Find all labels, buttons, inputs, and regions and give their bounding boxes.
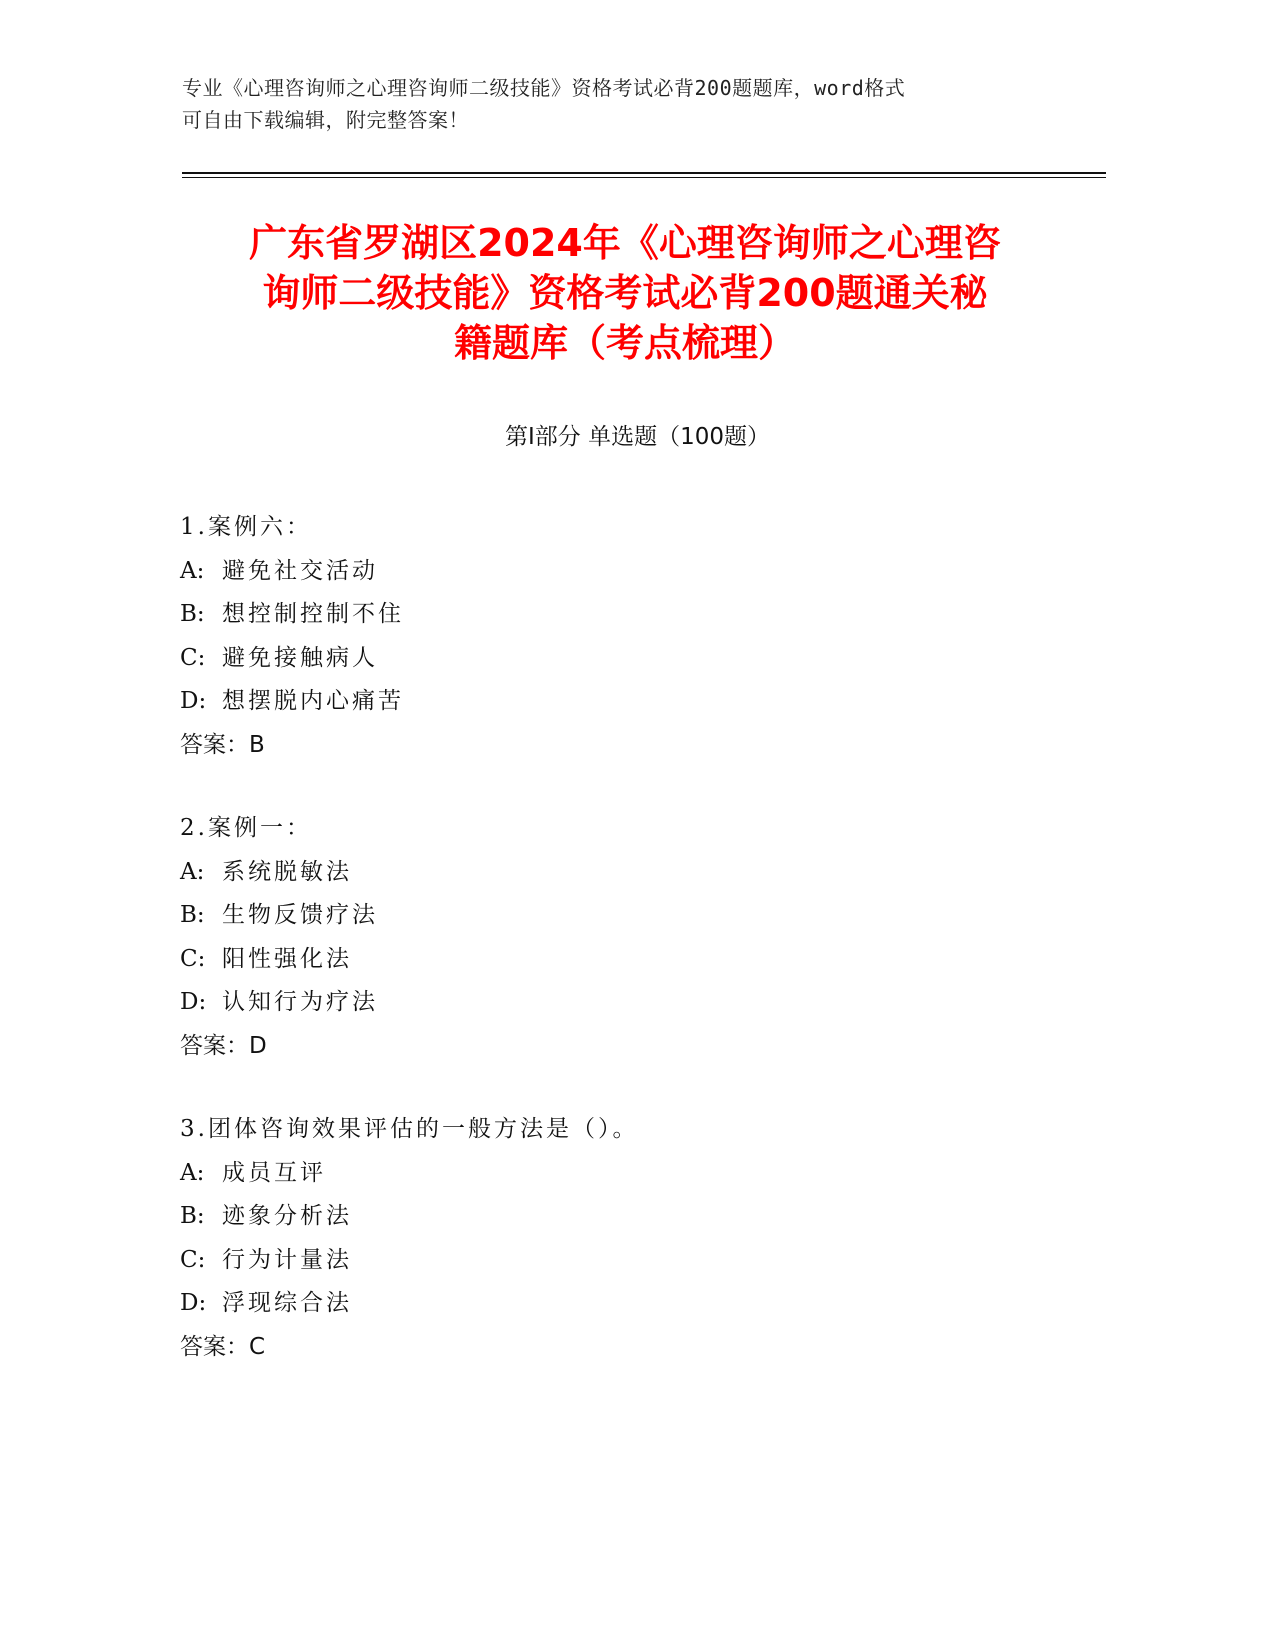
header-note xyxy=(182,72,1082,136)
title-line-3: 籍题库（考点梳理） xyxy=(453,321,796,365)
header-rule-thick xyxy=(182,172,1106,174)
option-b xyxy=(180,894,1080,938)
question-3 xyxy=(180,1108,1080,1369)
option-c xyxy=(180,1239,1080,1283)
option-d xyxy=(180,981,1080,1025)
option-key: D: xyxy=(180,688,207,714)
answer: 答案：C xyxy=(180,1333,266,1360)
answer: 答案：D xyxy=(180,1032,267,1059)
option-text: 想控制控制不住 xyxy=(222,601,404,627)
header-note-line-2: 可自由下载编辑，附完整答案！ xyxy=(182,108,469,132)
option-b xyxy=(180,1195,1080,1239)
title-line-2: 询师二级技能》资格考试必背200题通关秘 xyxy=(262,271,988,315)
header-rule-thin xyxy=(182,177,1106,178)
option-text: 阳性强化法 xyxy=(222,945,352,972)
option-key: C: xyxy=(180,644,206,671)
title-line-1: 广东省罗湖区2024年《心理咨询师之心理咨 xyxy=(249,221,1001,265)
option-d xyxy=(180,1282,1080,1326)
header-note-line-1: 专业《心理咨询师之心理咨询师二级技能》资格考试必背200题题库，word格式 xyxy=(182,76,906,100)
section-title: 第Ⅰ部分 单选题（100题） xyxy=(505,424,770,450)
document-title xyxy=(160,218,1090,368)
question-list xyxy=(180,506,1080,1409)
option-c xyxy=(180,938,1080,982)
option-text: 浮现综合法 xyxy=(222,1290,352,1316)
option-key: B: xyxy=(180,601,205,627)
option-key: C: xyxy=(180,945,206,972)
option-key: A: xyxy=(180,1159,205,1186)
question-stem: 3.团体咨询效果评估的一般方法是（）。 xyxy=(180,1116,639,1142)
question-stem: 1.案例六： xyxy=(180,514,312,540)
option-text: 行为计量法 xyxy=(222,1246,352,1273)
option-a xyxy=(180,1152,1080,1196)
option-text: 迹象分析法 xyxy=(222,1203,352,1229)
option-text: 想摆脱内心痛苦 xyxy=(222,688,404,714)
option-a xyxy=(180,550,1080,594)
option-key: A: xyxy=(180,557,205,584)
option-text: 系统脱敏法 xyxy=(222,858,352,885)
question-1 xyxy=(180,506,1080,767)
question-2 xyxy=(180,807,1080,1068)
answer: 答案：B xyxy=(180,731,265,758)
option-b xyxy=(180,593,1080,637)
option-key: C: xyxy=(180,1246,206,1273)
option-text: 避免社交活动 xyxy=(222,557,378,584)
option-key: D: xyxy=(180,1290,207,1316)
option-text: 认知行为疗法 xyxy=(222,989,378,1015)
question-stem: 2.案例一： xyxy=(180,815,312,841)
option-a xyxy=(180,851,1080,895)
option-key: B: xyxy=(180,902,205,928)
option-key: D: xyxy=(180,989,207,1015)
option-key: A: xyxy=(180,858,205,885)
option-text: 避免接触病人 xyxy=(222,644,378,671)
option-d xyxy=(180,680,1080,724)
option-key: B: xyxy=(180,1203,205,1229)
option-text: 成员互评 xyxy=(222,1159,326,1186)
option-text: 生物反馈疗法 xyxy=(222,902,378,928)
option-c xyxy=(180,637,1080,681)
